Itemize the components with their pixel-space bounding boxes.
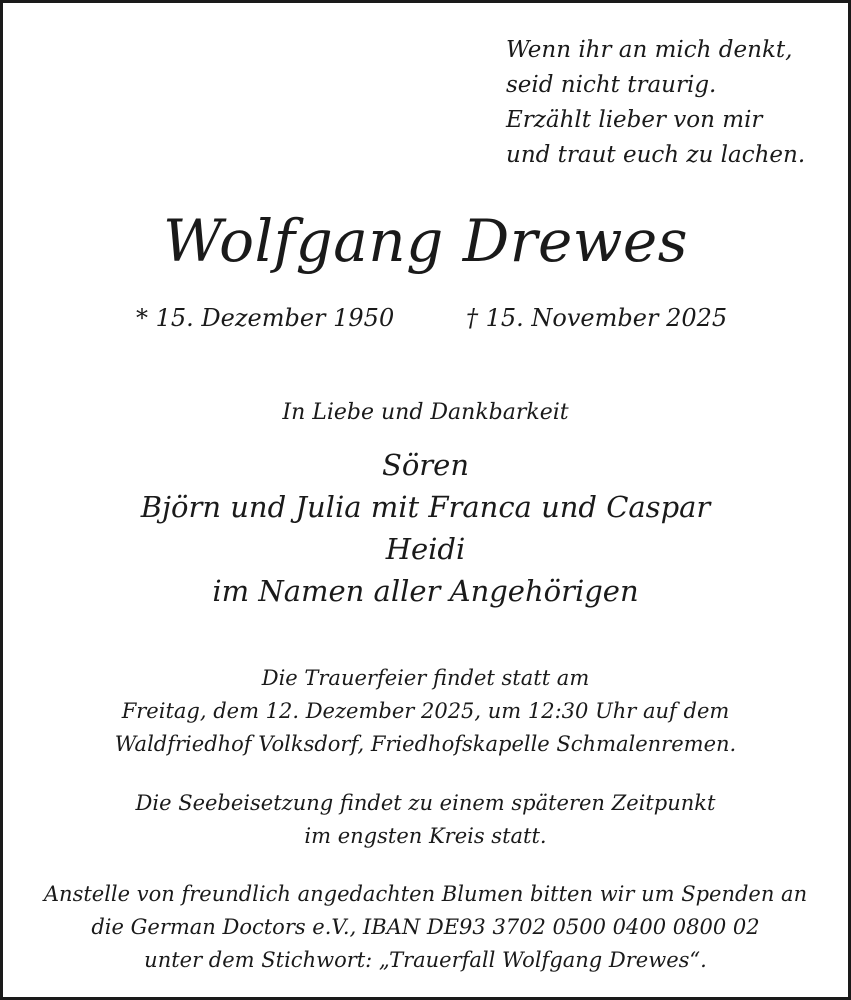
donation-line: unter dem Stichwort: „Trauerfall Wolfgang Drewes“. <box>144 948 707 972</box>
ceremony-line: Waldfriedhof Volksdorf, Friedhofskapelle Schmalenremen. <box>114 732 737 756</box>
memorial-poem <box>506 33 805 173</box>
poem-line: Erzählt lieber von mir <box>506 107 763 133</box>
donation-request <box>3 878 848 977</box>
poem-line: seid nicht traurig. <box>506 72 717 98</box>
ceremony-line: Die Trauerfeier findet statt am <box>261 666 590 690</box>
ceremony-line: Freitag, dem 12. Dezember 2025, um 12:30 Uhr auf dem <box>121 699 730 723</box>
birth-date: * 15. Dezember 1950 <box>136 304 395 332</box>
sea-burial-line: Die Seebeisetzung findet zu einem späteren Zeitpunkt <box>135 791 716 815</box>
mourner-line: Heidi <box>385 532 466 566</box>
mourner-line: im Namen aller Angehörigen <box>212 574 639 608</box>
donation-line: Anstelle von freundlich angedachten Blumen bitten wir um Spenden an <box>43 882 808 906</box>
dedication-line: In Liebe und Dankbarkeit <box>282 400 569 425</box>
mourner-line: Sören <box>381 448 470 482</box>
funeral-service-info <box>3 662 848 761</box>
death-date: † 15. November 2025 <box>466 304 728 332</box>
mourners-list <box>3 444 848 612</box>
poem-line: und traut euch zu lachen. <box>506 142 806 168</box>
sea-burial-line: im engsten Kreis statt. <box>304 824 547 848</box>
mourner-line: Björn und Julia mit Franca und Caspar <box>140 490 711 524</box>
sea-burial-info <box>3 787 848 853</box>
donation-line: die German Doctors e.V., IBAN DE93 3702 0500 0400 0800 02 <box>91 915 760 939</box>
deceased-name: Wolfgang Drewes <box>162 207 689 275</box>
poem-line: Wenn ihr an mich denkt, <box>506 37 793 63</box>
